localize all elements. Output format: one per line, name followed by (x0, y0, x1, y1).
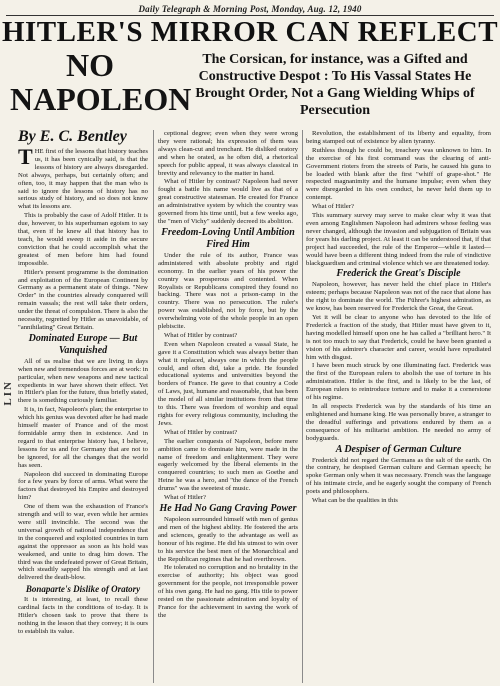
section-heading: He Had No Gang Craving Power (159, 502, 297, 514)
section-heading: Freedom-Loving Until Ambition Fired Him (161, 226, 295, 250)
paragraph: ceptional degree; even when they were wrong they were rational; his expression of them was always clean-cut and trenchant. He disliked oratory and when he orated, as he often did, a rhetorical speech for public appeal, it was always classical in brevity and relevancy to the matter in hand. (158, 130, 298, 177)
paragraph: Napoleon surrounded himself with men of genius and men of the highest ability. He fostered the arts and sciences, greatly to the advantage as well as honour of his regime. He did his utmost to win over to his service the best men of the Monarchical and the Republican regimes that he had overthrown. (158, 515, 298, 563)
article-column-2 (158, 130, 298, 683)
byline: By E. C. Bentley (18, 128, 127, 145)
paragraph: The earlier conquests of Napoleon, before mere ambition came to dominate him, were made in the name of freedom and enlightenment. They were eagerly welcomed by the liberal elements in the conquered countries; to such men as Goethe and Heine he was a hero, and "the dance of the French drums" was the sweetest of music. (158, 437, 298, 493)
paragraph: Revolution, the establishment of its liberty and equality, from being stamped out of existence by alien tyranny. (306, 130, 491, 145)
kicker: NO NAPOLEON (10, 47, 192, 117)
paragraph: Even when Napoleon created a vassal State, he gave it a Constitution which was always better than what it replaced, always one in which the people could, and often did, take a pride. He founded educational systems and universities beyond the borders of France. He gave to that country a Code of Laws, just, humane and reasonable, that has been the model of all similar institutions from that time to this. There was freedom of worship and equal rights for every religious community, including the Jews. (158, 340, 298, 427)
paragraph: Frederick did not regard the Germans as the salt of the earth. On the contrary, he despised German culture and German speech; he spoke German only when it was necessary. French was the language of his intimate circle, and he eagerly sought the company of French poets and philosophers. (306, 456, 491, 496)
paragraph: It is, in fact, Napoleon's plan; the enterprise to which his genius was devoted after he had made himself master of France and of the most formidable army then in existence. And in regard to that enterprise history has, I believe, lessons for us and for Germany that are not to be ignored, for all the changes that the world has seen. (18, 406, 148, 469)
paragraph: What can be the qualities in this (312, 497, 398, 505)
section-heading: A Despiser of German Culture (335, 443, 462, 455)
paragraph: Hitler's present programme is the domination and exploitation of the European Continent by Germany as a permanent state of things. "New Order" in the countries already conquered will remain vassals; the rest will take their orders, under the threat of compulsion. There is also the necessity, regretted by Hitler as unavoidable, of "annihilating" Great Britain. (18, 268, 148, 331)
paragraph: It is interesting, at least, to recall these cardinal facts in the conditions of to-day. It is Hitler's chosen task to prove that there is nothing in the lesson that they convey; it is ours to establish its value. (18, 596, 148, 635)
paragraph: What of Hitler? (164, 494, 206, 502)
paragraph: What of Hitler by contrast? (164, 428, 238, 436)
article-column-1 (18, 148, 148, 683)
paragraph: What of Hitler? (312, 203, 354, 211)
paragraph: Ruthless though he could be, treachery was unknown to him. In the exercise of his first command was the clearing of anti-Government rioters from the streets of Paris, he caused his guns to be loaded with blank after the first "whiff of grape-shot." He respected magnanimity and the humane impulse; even when they were disregarded in his own conduct, he never held them up to contempt. (306, 146, 491, 202)
paragraph: Yet it will be clear to anyone who has devoted to the life of Frederick a fraction of the study, that Hitler must have given to it, having modelled himself upon one he has called a "brilliant hero." It is not too much to say that Frederick, could he have been granted a vision of his admirer's character and career, would have repudiated him with disgust. (306, 314, 491, 361)
paragraph: HE first of the lessons that history teaches us, it has been cynically said, is that the lessons of history are always disregarded. Not always, perhaps, but certainly often; and often, too, it may happen that the man who is said to ignore the lessons of history has no serious study of history, and so does not know what its lessons are. (18, 148, 148, 211)
paragraph: Napoleon did succeed in dominating Europe for a few years by force of arms. What were the factors that destroyed his Empire and destroyed him? (18, 470, 148, 502)
paragraph: In all respects Frederick was by the standards of his time an enlightened and humane king. He was personally brave, a stranger to the dreadful sufferings and privations endured by them as a consequence of his militarist ambition. He needed no army of bodyguards. (306, 403, 491, 442)
paragraph: All of us realise that we are living in days when new and tremendous forces are at work: in particular, when new weapons and new tactical expedients in war have shown their effect. Yet in Hitler's plan for the future, thus briefly stated, there is something curiously familiar. (18, 357, 148, 405)
paragraph: He tolerated no corruption and no brutality in the exercise of authority; his object was good government for the people, not irresponsible power of his own gang. He had no gang. His title to power rested on the passionate admiration and loyalty of France for the achievement in saving the work of the (158, 564, 298, 619)
paragraph: What of Hitler by contrast? (164, 331, 238, 339)
section-heading: Frederick the Great's Disciple (336, 268, 461, 280)
paragraph: I have been much struck by one illuminating fact. Frederick was the first of the European rulers to abolish the use of torture in his administration. Hitler is the first, and is likely to be the last, of European rulers to reintroduce torture and to make it a cornerstone of his regime. (306, 362, 491, 402)
paragraph: This is probably the case of Adolf Hitler. It is due, however, to his superhuman egoism to say that, even if he knew all that history has to teach, he would sweep it aside in the secure conviction that he could accomplish what the greatest of men before him had found impossible. (18, 212, 148, 267)
paragraph: Napoleon, however, has never held the chief place in Hitler's esteem; perhaps because Napoleon was not of the race that alone has the right to dominate the world. The Führer's highest admiration, as we know, has been reserved for Frederick the Great, the Great. (306, 281, 491, 313)
column-divider (302, 130, 303, 683)
paragraph: Under the rule of its author, France was administered with absolute probity and rigid economy. In the earlier years of his power the country was prosperous and contented. When Royalists or Republicans conspired they found no backing. There was not a prison-camp in the country. There was no persecution. The ruler's power was established, not by force, but by the overwhelming vote of the whole people in an open plebiscite. (158, 251, 298, 331)
section-heading: Bonaparte's Dislike of Oratory (25, 584, 141, 595)
paragraph: What of Hitler by contrast? Napoleon had never fought a battle his name would live as that of a great constructive statesman. He created for France an administrative system by which the country was governed from his time until, but a few weeks ago, the "men of Vichy" suddenly decreed its abolition. (158, 178, 298, 225)
side-mark: LIN (2, 380, 14, 406)
paragraph: One of them was the exhaustion of France's strength and will to war, even while her armies were still invincible. The second was the universal growth of national independence that in the conquered and exploited countries in turn against the oppressor as soon as his hold was weakened, and unite to drag him down. The third was the undefeated power of Great Britain, which steadily sapped his strength and at last delivered the death-blow. (18, 503, 148, 582)
masthead: Daily Telegraph & Morning Post, Monday, Aug. 12, 1940 (138, 4, 362, 14)
column-divider (153, 130, 154, 683)
paragraph: This summary survey may serve to make clear why it was that even among Englishmen Napoleon had admirers whose feeling was never changed, although the invasion and subjugation of Britain was for years his darling project. At least it can be understood that, if that project had succeeded, the rule of the Emperor—while it lasted—would have been a different thing indeed from the rule of vindictive blackguardism and criminal violence which we are threatened today. (306, 212, 491, 267)
section-heading: Dominated Europe — But Vanquished (28, 332, 138, 356)
headline: HITLER'S MIRROR CAN REFLECT (1, 16, 499, 48)
article-column-3 (306, 130, 491, 683)
drop-cap: T (18, 148, 33, 169)
subheadline: The Corsican, for instance, was a Gifted and Constructive Despot : To His Vassal States He Brought Order, Not a Gang Wielding Whips of Persecution (195, 52, 475, 118)
